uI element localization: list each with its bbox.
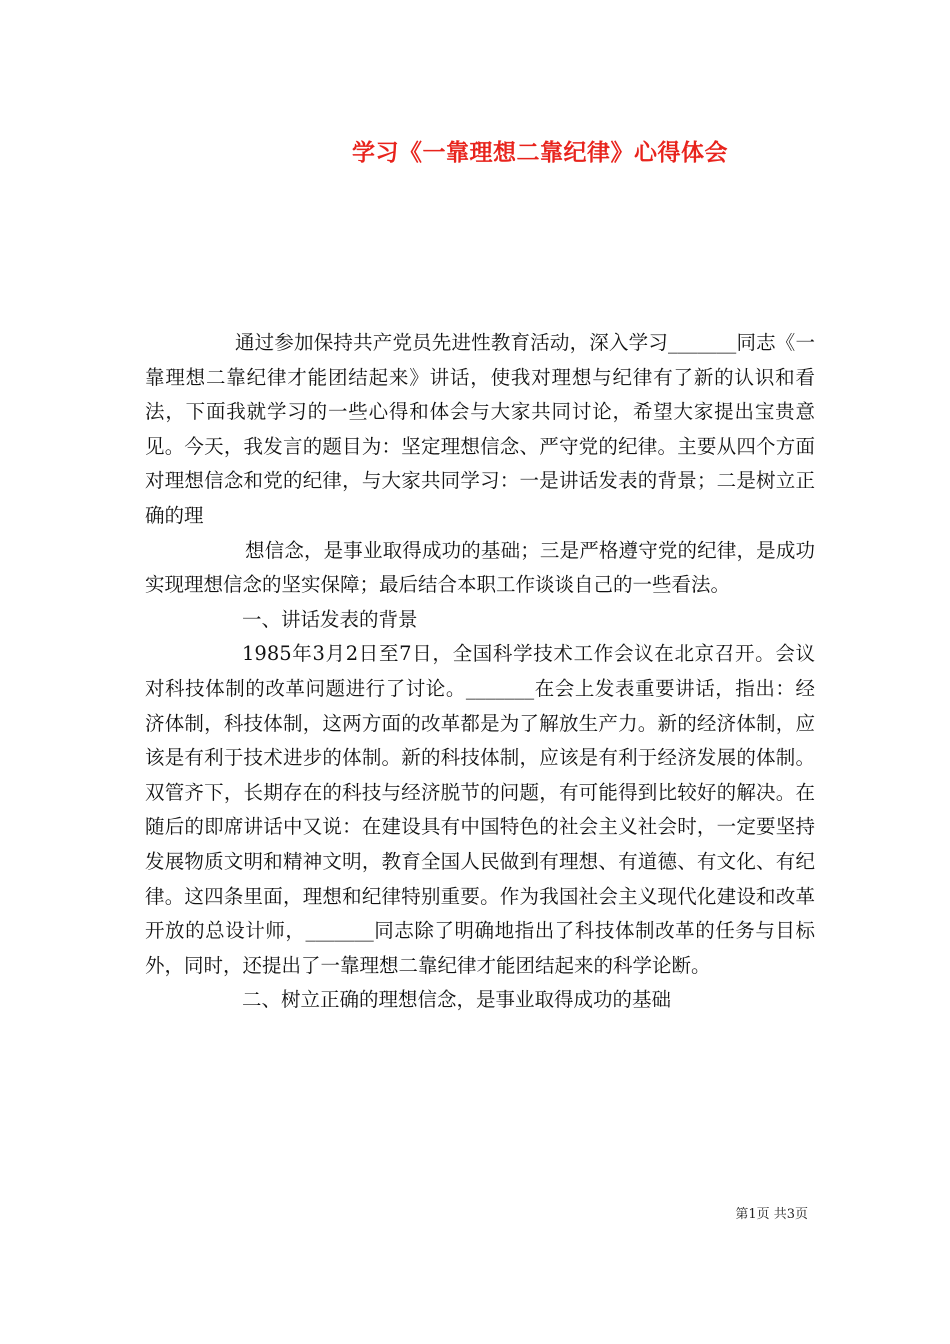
intro-paragraph: 通过参加保持共产党员先进性教育活动，深入学习_______同志《一靠理想二靠纪律才能团结起来》讲话，使我对理想与纪律有了新的认识和看法，下面我就学习的一些心得和体会与大家共同讨论，希望大家提出宝贵意见。今天，我发言的题目为：坚定理想信念、严守党的纪律。主要从四个方面对理想信念和党的纪律，与大家共同学习：一是讲话发表的背景；二是树立正确的理 [145,331,815,527]
background-paragraph: 1985年3月2日至7日，全国科学技术工作会议在北京召开。会议对科技体制的改革问题进行了讨论。_______在会上发表重要讲话，指出：经济体制，科技体制，这两方面的改革都是为了解放生产力。新的经济体制，应该是有利于技术进步的体制。新的科技体制，应该是有利于经济发展的体制。双管齐下，长期存在的科技与经济脱节的问题，有可能得到比较好的解决。在随后的即席讲话中又说：在建设具有中国特色的社会主义社会时，一定要坚持发展物质文明和精神文明，教育全国人民做到有理想、有道德、有文化、有纪律。这四条里面，理想和纪律特别重要。作为我国社会主义现代化建设和改革开放的总设计师，_______同志除了明确地指出了科技体制改革的任务与目标外，同时，还提出了一靠理想二靠纪律才能团结起来的科学论断。 [145,642,815,977]
page-number-footer: 第1页 共3页 [735,1207,808,1222]
section-heading-2: 二、树立正确的理想信念，是事业取得成功的基础 [242,988,672,1012]
document-title: 学习《一靠理想二靠纪律》心得体会 [352,139,728,166]
section-heading-1: 一、讲话发表的背景 [242,607,418,631]
document-body [145,326,815,1018]
intro-paragraph-continued: 想信念，是事业取得成功的基础；三是严格遵守党的纪律，是成功实现理想信念的坚实保障；最后结合本职工作谈谈自己的一些看法。 [145,538,815,597]
